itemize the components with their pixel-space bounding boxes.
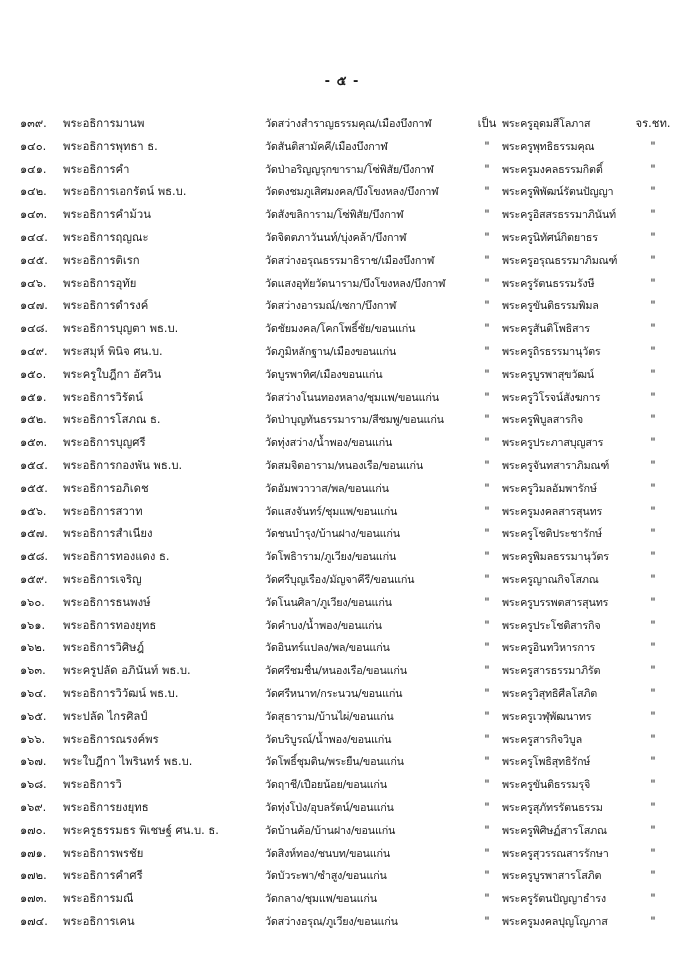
- new-title: พระครูมงคลธรรมกิตติ์: [502, 162, 603, 176]
- temple-location: วัดดงชมภูเสิศมงคล/บึงโขงหลง/บึงกาฬ: [265, 185, 439, 199]
- conjunction-mark: ": [484, 481, 490, 495]
- list-item: [0, 751, 684, 774]
- rank-abbrev: ": [650, 139, 656, 153]
- monk-name: พระครูใบฎีกา อัศวิน: [63, 367, 162, 381]
- rank-abbrev: ": [650, 778, 656, 792]
- conjunction-mark: ": [484, 413, 490, 427]
- list-item: [0, 546, 684, 569]
- monk-name: พระอธิการกองพัน พธ.บ.: [63, 458, 183, 472]
- temple-location: วัดโนนศิลา/ภูเวียง/ขอนแก่น: [265, 595, 392, 609]
- row-number: ๑๔๙.: [20, 344, 48, 358]
- list-item: [0, 273, 684, 296]
- monk-name: พระอธิการพรชัย: [63, 846, 144, 860]
- rank-abbrev: ": [650, 869, 656, 883]
- list-item: [0, 569, 684, 592]
- monk-name: พระอธิการทองแดง ธ.: [63, 550, 170, 564]
- rank-abbrev: ": [650, 664, 656, 678]
- row-number: ๑๔๒.: [20, 185, 47, 199]
- temple-location: วัดสมจิตอาราม/หนองเรือ/ขอนแก่น: [265, 458, 424, 472]
- monk-name: พระอธิการฤญณะ: [63, 230, 149, 244]
- new-title: พระครูพิมลธรรมานุวัตร: [502, 550, 609, 564]
- list-item: [0, 683, 684, 706]
- temple-location: วัดชัยมงคล/โคกโพธิ์ชัย/ขอนแก่น: [265, 322, 416, 336]
- row-number: ๑๔๖.: [20, 276, 47, 290]
- row-number: ๑๖๓.: [20, 664, 46, 678]
- monk-name: พระอธิการคำศรี: [63, 869, 143, 883]
- row-number: ๑๖๐.: [20, 595, 45, 609]
- new-title: พระครูประภาสบุญสาร: [502, 436, 604, 450]
- row-number: ๑๔๑.: [20, 162, 47, 176]
- rank-abbrev: ": [650, 253, 656, 267]
- temple-location: วัดคำบง/น้ำพอง/ขอนแก่น: [265, 618, 382, 632]
- row-number: ๑๗๒.: [20, 869, 47, 883]
- row-number: ๑๔๐.: [20, 139, 47, 153]
- conjunction-mark: ": [484, 390, 490, 404]
- new-title: พระครูสันติโพธิสาร: [502, 322, 590, 336]
- conjunction-mark: ": [484, 185, 490, 199]
- row-number: ๑๖๒.: [20, 641, 46, 655]
- temple-location: วัดสว่างโนนทองหลาง/ชุมแพ/ขอนแก่น: [265, 390, 439, 404]
- new-title: พระครูอรุณธรรมาภิมณฑ์: [502, 253, 618, 267]
- new-title: พระครูญาณกิจโสภณ: [502, 572, 599, 586]
- conjunction-mark: ": [484, 755, 490, 769]
- rank-abbrev: ": [650, 276, 656, 290]
- monk-name: พระอธิการบุญตา พธ.บ.: [63, 322, 179, 336]
- rank-abbrev: ": [650, 572, 656, 586]
- row-number: ๑๖๗.: [20, 755, 47, 769]
- row-number: ๑๗๔.: [20, 914, 48, 928]
- temple-location: วัดบูรพาทิศ/เมืองขอนแก่น: [265, 367, 383, 381]
- rank-abbrev: ": [650, 550, 656, 564]
- monk-name: พระอธิการมณี: [63, 892, 134, 906]
- row-number: ๑๕๒.: [20, 413, 47, 427]
- conjunction-mark: ": [484, 732, 490, 746]
- temple-location: วัดสุธาราม/บ้านไผ่/ขอนแก่น: [265, 709, 394, 723]
- monk-name: พระอธิการคำ: [63, 162, 130, 176]
- rank-abbrev: ": [650, 390, 656, 404]
- new-title: พระครูโชติประชารักษ์: [502, 527, 602, 541]
- rank-abbrev: ": [650, 892, 656, 906]
- rank-abbrev: ": [650, 823, 656, 837]
- row-number: ๑๕๖.: [20, 504, 47, 518]
- monk-name: พระอธิการอุทัย: [63, 276, 137, 290]
- conjunction-mark: ": [484, 572, 490, 586]
- rank-abbrev: ": [650, 367, 656, 381]
- row-number: ๑๕๙.: [20, 572, 48, 586]
- new-title: พระครูบูรพาสุขวัฒน์: [502, 367, 594, 381]
- rank-abbrev: ": [650, 732, 656, 746]
- new-title: พระครูสุวรรณสารรักษา: [502, 846, 609, 860]
- temple-location: วัดแสงจันทร์/ชุมแพ/ขอนแก่น: [265, 504, 398, 518]
- row-number: ๑๕๑.: [20, 390, 47, 404]
- temple-location: วัดสังขลิการาม/โซ่พิสัย/บึงกาฬ: [265, 208, 404, 222]
- new-title: พระครูพิศิษฏ์สารโสภณ: [502, 823, 607, 837]
- new-title: พระครูเวฬุพัฒนาทร: [502, 709, 592, 723]
- new-title: พระครูมงคลปุญโญภาส: [502, 914, 608, 928]
- monk-name: พระอธิการเคน: [63, 914, 135, 928]
- monk-name: พระอธิการวิวัฒน์ พธ.บ.: [63, 686, 179, 700]
- list-item: [0, 432, 684, 455]
- temple-location: วัดป่าอริญญรุกขาราม/โซ่พิสัย/บึงกาฬ: [265, 162, 434, 176]
- row-number: ๑๖๘.: [20, 778, 47, 792]
- monk-name: พระอธิการวิ: [63, 778, 122, 792]
- row-number: ๑๖๑.: [20, 618, 46, 632]
- new-title: พระครูนิทัศน์กิตยาธร: [502, 230, 598, 244]
- row-number: ๑๕๓.: [20, 436, 48, 450]
- temple-location: วัดทุ่งโป่ง/อุบลรัตน์/ขอนแก่น: [265, 800, 394, 814]
- row-number: ๑๖๖.: [20, 732, 46, 746]
- list-item: [0, 729, 684, 752]
- rank-abbrev: ": [650, 299, 656, 313]
- row-number: ๑๗๓.: [20, 892, 47, 906]
- monk-name: พระอธิการทองยุทธ: [63, 618, 157, 632]
- row-number: ๑๕๐.: [20, 367, 47, 381]
- conjunction-mark: ": [484, 230, 490, 244]
- new-title: พระครูบูรพาสารโสภิต: [502, 869, 602, 883]
- rank-abbrev: ": [650, 527, 656, 541]
- monk-name: พระสมุห์ พินิจ ศน.บ.: [63, 344, 163, 358]
- monk-name: พระอธิการคำม้วน: [63, 208, 151, 222]
- new-title: พระครูอิสสรธรรมาภินันท์: [502, 208, 616, 222]
- rank-abbrev: ": [650, 686, 656, 700]
- row-number: ๑๖๙.: [20, 800, 47, 814]
- list-item: [0, 615, 684, 638]
- conjunction-mark: ": [484, 322, 490, 336]
- temple-location: วัดกลาง/ชุมแพ/ขอนแก่น: [265, 892, 377, 906]
- list-item: [0, 820, 684, 843]
- temple-location: วัดทุ่งสว่าง/น้ำพอง/ขอนแก่น: [265, 436, 393, 450]
- temple-location: วัดโพธิ์ชุมติน/พระยืน/ขอนแก่น: [265, 755, 404, 769]
- rank-abbrev: ": [650, 641, 656, 655]
- rank-abbrev: ": [650, 846, 656, 860]
- temple-location: วัดสิงห์ทอง/ชนบท/ขอนแก่น: [265, 846, 391, 860]
- new-title: พระครูพุทธิธรรมคุณ: [502, 139, 595, 153]
- temple-location: วัดศรีบุญเรือง/มัญจาคีรี/ขอนแก่น: [265, 572, 415, 586]
- rank-abbrev: ": [650, 230, 656, 244]
- monk-name: พระอธิการอภิเดช: [63, 481, 149, 495]
- row-number: ๑๗๐.: [20, 823, 47, 837]
- rank-abbrev: ": [650, 504, 656, 518]
- new-title: พระครูมงคลสารสุนทร: [502, 504, 603, 518]
- page-number: - ๕ -: [324, 74, 360, 89]
- temple-location: วัดสว่างอรุณธรรมาธิราช/เมืองบึงกาฬ: [265, 253, 435, 267]
- conjunction-mark: ": [484, 458, 490, 472]
- row-number: ๑๖๕.: [20, 709, 47, 723]
- conjunction-mark: ": [484, 914, 490, 928]
- rank-abbrev: ": [650, 458, 656, 472]
- conjunction-mark: ": [484, 846, 490, 860]
- new-title: พระครูอินทวิหารการ: [502, 641, 596, 655]
- temple-location: วัดสันติสามัคคี/เมืองบึงกาฬ: [265, 139, 388, 153]
- new-title: พระครูสุภัทรรัตนธรรม: [502, 800, 603, 814]
- list-item: [0, 159, 684, 182]
- new-title: พระครูอุดมสีโลภาส: [502, 117, 591, 130]
- conjunction-mark: ": [484, 208, 490, 222]
- rank-abbrev: ": [650, 344, 656, 358]
- new-title: พระครูโพธิสุทธิรักษ์: [502, 755, 591, 769]
- monk-name: พระอธิการสวาท: [63, 504, 143, 518]
- temple-location: วัดบริบูรณ์/น้ำพอง/ขอนแก่น: [265, 732, 392, 746]
- list-item: [0, 181, 684, 204]
- monk-name: พระอธิการติเรก: [63, 253, 140, 267]
- temple-location: วัดโพธิาราม/ภูเวียง/ขอนแก่น: [265, 550, 397, 564]
- list-item: [0, 637, 684, 660]
- new-title: พระครูวิมลอัมพารักษ์: [502, 481, 597, 495]
- row-number: ๑๔๔.: [20, 230, 48, 244]
- conjunction-mark: ": [484, 778, 490, 792]
- list-item: [0, 843, 684, 866]
- monk-name: พระอธิการมานพ: [63, 117, 145, 130]
- rank-abbrev: ": [650, 755, 656, 769]
- conjunction-mark: ": [484, 162, 490, 176]
- conjunction-mark: ": [484, 686, 490, 700]
- list-item: [0, 774, 684, 797]
- monk-name: พระครูธรรมธร พิเชษฐ์ ศน.บ. ธ.: [63, 823, 219, 837]
- list-item: [0, 113, 684, 136]
- temple-location: วัดศรีชมชื่น/หนองเรือ/ขอนแก่น: [265, 664, 407, 678]
- temple-location: วัดจิตตภาวันนท์/บุ่งคล้า/บึงกาฬ: [265, 230, 407, 244]
- list-item: [0, 888, 684, 911]
- rank-abbrev: ": [650, 618, 656, 632]
- row-number: ๑๔๗.: [20, 299, 48, 313]
- row-number: ๑๓๙.: [20, 117, 47, 130]
- rank-abbrev: ": [650, 322, 656, 336]
- monk-name: พระอธิการวิศิษฎ์: [63, 641, 145, 655]
- new-title: พระครูรัตนธรรมรังษี: [502, 276, 595, 290]
- conjunction-mark: ": [484, 618, 490, 632]
- conjunction-mark: ": [484, 344, 490, 358]
- temple-location: วัดภูมิหลักฐาน/เมืองขอนแก่น: [265, 344, 397, 358]
- conjunction-mark: ": [484, 595, 490, 609]
- temple-location: วัดป่าบุญทันธรรมาราม/สีชมพู/ขอนแก่น: [265, 413, 444, 427]
- new-title: พระครูวิโรจน์สังฆการ: [502, 390, 601, 404]
- list-item: [0, 501, 684, 524]
- temple-location: วัดสว่างสำราญธรรมคุณ/เมืองบึงกาฬ: [265, 117, 432, 130]
- row-number: ๑๗๑.: [20, 846, 47, 860]
- conjunction-mark: ": [484, 892, 490, 906]
- list-item: [0, 250, 684, 273]
- temple-location: วัดสว่างอารมณ์/เซกา/บึงกาฬ: [265, 299, 397, 313]
- new-title: พระครูจันทสาราภิมณฑ์: [502, 458, 610, 472]
- monk-name: พระอธิการโสภณ ธ.: [63, 413, 161, 427]
- list-item: [0, 797, 684, 820]
- rank-abbrev: ": [650, 800, 656, 814]
- conjunction-mark: ": [484, 139, 490, 153]
- conjunction-mark: ": [484, 504, 490, 518]
- monk-name: พระครูปลัด อภินันท์ พธ.บ.: [63, 664, 191, 678]
- row-number: ๑๕๗.: [20, 527, 48, 541]
- row-number: ๑๕๘.: [20, 550, 49, 564]
- conjunction-mark: ": [484, 299, 490, 313]
- conjunction-mark: ": [484, 641, 490, 655]
- conjunction-mark: ": [484, 436, 490, 450]
- conjunction-mark: ": [484, 253, 490, 267]
- list-item: [0, 364, 684, 387]
- rank-abbrev: ": [650, 595, 656, 609]
- temple-location: วัดศรีหนาท/กระนวน/ขอนแก่น: [265, 686, 403, 700]
- rank-abbrev: ": [650, 709, 656, 723]
- monk-name: พระอธิการบุญศรี: [63, 436, 146, 450]
- temple-location: วัดอัมพวาวาส/พล/ขอนแก่น: [265, 481, 389, 495]
- temple-location: วัดชนบำรุง/บ้านฝาง/ขอนแก่น: [265, 527, 400, 541]
- new-title: พระครูพิพัฒน์รัตนปัญญา: [502, 185, 614, 199]
- list-item: [0, 295, 684, 318]
- conjunction-mark: ": [484, 550, 490, 564]
- new-title: พระครูสารกิจวิบูล: [502, 732, 582, 746]
- appointment-list: [0, 113, 684, 934]
- new-title: พระครูถิรธรรมานุวัตร: [502, 344, 601, 358]
- rank-abbrev: ": [650, 481, 656, 495]
- list-item: [0, 706, 684, 729]
- monk-name: พระปลัด ไกรศิลป์: [63, 709, 148, 723]
- conjunction-mark: เป็น: [477, 117, 497, 130]
- row-number: ๑๔๕.: [20, 253, 48, 267]
- rank-abbrev: ": [650, 914, 656, 928]
- rank-abbrev: ": [650, 185, 656, 199]
- list-item: [0, 523, 684, 546]
- temple-location: วัดฤาชี/เปือยน้อย/ขอนแก่น: [265, 778, 387, 792]
- list-item: [0, 592, 684, 615]
- new-title: พระครูรัตนปัญญาธำรง: [502, 892, 606, 906]
- temple-location: วัดบ้านค้อ/บ้านฝาง/ขอนแก่น: [265, 823, 396, 837]
- conjunction-mark: ": [484, 709, 490, 723]
- temple-location: วัดอินทร์แปลง/พล/ขอนแก่น: [265, 641, 390, 655]
- row-number: ๑๕๕.: [20, 481, 48, 495]
- temple-location: วัดบัวระพา/ซำสูง/ขอนแก่น: [265, 869, 387, 883]
- list-item: [0, 136, 684, 159]
- rank-abbrev: ": [650, 436, 656, 450]
- list-item: [0, 455, 684, 478]
- rank-abbrev: จร.ชท.: [635, 117, 671, 130]
- new-title: พระครูประโชติสารกิจ: [502, 618, 601, 632]
- temple-location: วัดแสงอุทัยวัดนาราม/บึงโขงหลง/บึงกาฬ: [265, 276, 446, 290]
- list-item: [0, 478, 684, 501]
- row-number: ๑๕๔.: [20, 458, 48, 472]
- monk-name: พระอธิการเอกรัตน์ พธ.บ.: [63, 185, 187, 199]
- list-item: [0, 318, 684, 341]
- conjunction-mark: ": [484, 800, 490, 814]
- new-title: พระครูบรรพตสารสุนทร: [502, 595, 609, 609]
- monk-name: พระอธิการธนพงษ์: [63, 595, 151, 609]
- new-title: พระครูพิบูลสารกิจ: [502, 413, 584, 427]
- row-number: ๑๖๔.: [20, 686, 47, 700]
- new-title: พระครูขันติธรรมรุจิ: [502, 778, 591, 792]
- conjunction-mark: ": [484, 276, 490, 290]
- list-item: [0, 865, 684, 888]
- monk-name: พระอธิการพุทธา ธ.: [63, 139, 158, 153]
- list-item: [0, 409, 684, 432]
- row-number: ๑๔๘.: [20, 322, 49, 336]
- monk-name: พระใบฎีกา ไพรินทร์ พธ.บ.: [63, 755, 193, 769]
- list-item: [0, 227, 684, 250]
- list-item: [0, 387, 684, 410]
- temple-location: วัดสว่างอรุณ/ภูเวียง/ขอนแก่น: [265, 914, 398, 928]
- monk-name: พระอธิการดำรงค์: [63, 299, 149, 313]
- monk-name: พระอธิการวิรัตน์: [63, 390, 143, 404]
- conjunction-mark: ": [484, 367, 490, 381]
- new-title: พระครูวิสุทธิศีลโสภิต: [502, 686, 598, 700]
- list-item: [0, 341, 684, 364]
- row-number: ๑๔๓.: [20, 208, 48, 222]
- conjunction-mark: ": [484, 664, 490, 678]
- monk-name: พระอธิการยงยุทธ: [63, 800, 149, 814]
- monk-name: พระอธิการเจริญ: [63, 572, 142, 586]
- rank-abbrev: ": [650, 208, 656, 222]
- list-item: [0, 660, 684, 683]
- list-item: [0, 911, 684, 934]
- new-title: พระครูสารธรรมาภิรัต: [502, 664, 601, 678]
- conjunction-mark: ": [484, 869, 490, 883]
- conjunction-mark: ": [484, 527, 490, 541]
- list-item: [0, 204, 684, 227]
- conjunction-mark: ": [484, 823, 490, 837]
- new-title: พระครูขันติธรรมพิมล: [502, 299, 599, 313]
- rank-abbrev: ": [650, 413, 656, 427]
- monk-name: พระอธิการสำเนียง: [63, 527, 153, 541]
- rank-abbrev: ": [650, 162, 656, 176]
- monk-name: พระอธิการณรงค์พร: [63, 732, 159, 746]
